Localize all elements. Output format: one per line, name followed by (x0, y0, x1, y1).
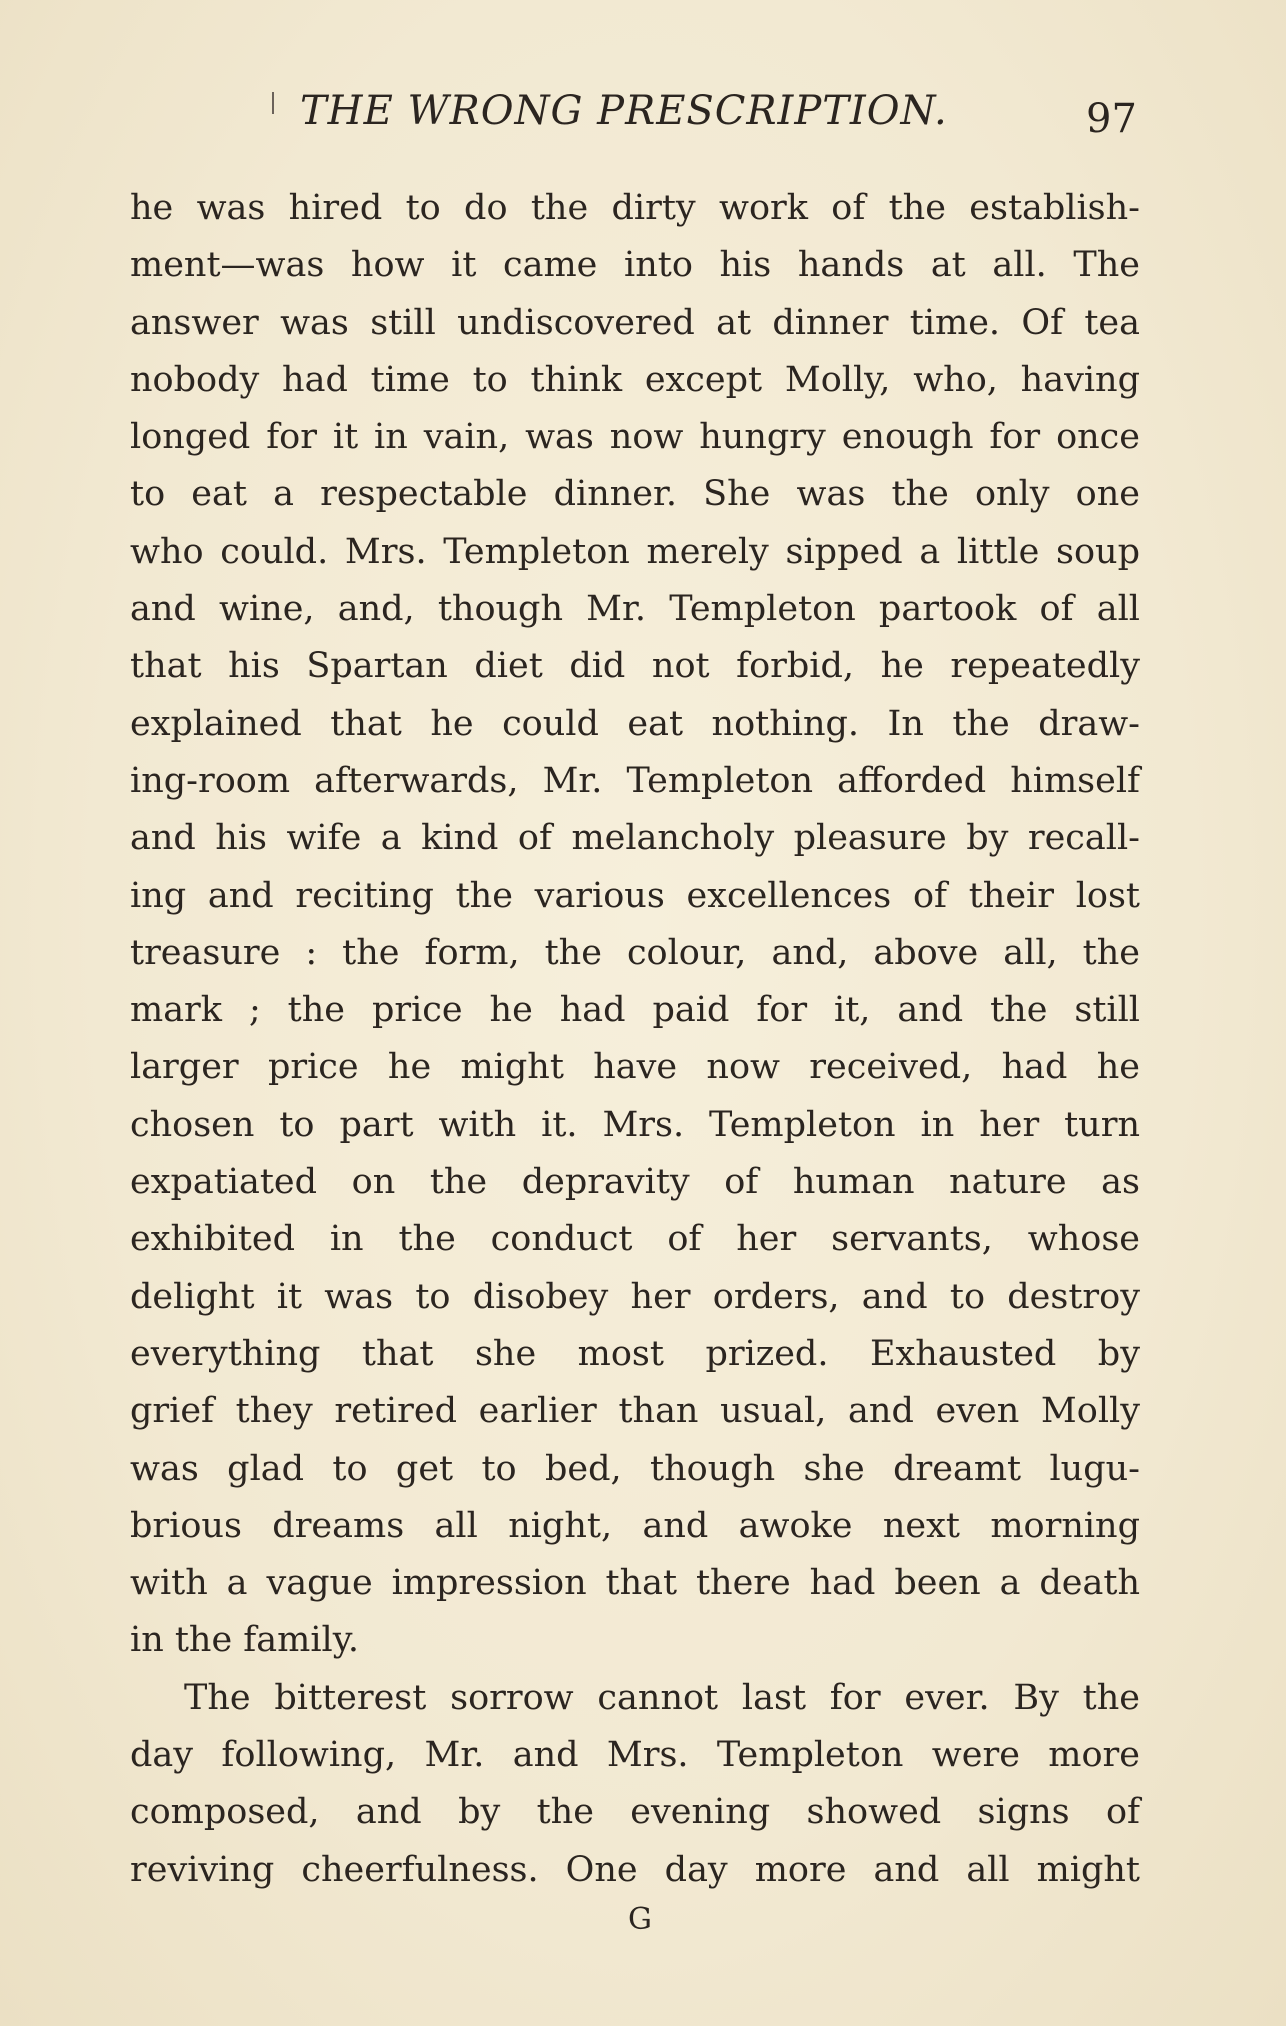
text-line: everything that she most prized. Exhausted by (130, 1333, 1140, 1374)
text-line: who could. Mrs. Templeton merely sipped a little soup (130, 531, 1140, 572)
text-line: with a vague impression that there had been a death (130, 1563, 1140, 1604)
body-text (130, 180, 1140, 1899)
text-line: to eat a respectable dinner. She was the only one (130, 474, 1140, 515)
text-line: brious dreams all night, and awoke next morning (130, 1505, 1140, 1546)
running-title: THE WRONG PRESCRIPTION. (300, 88, 948, 134)
signature-mark: G (628, 1902, 652, 1937)
text-line: treasure : the form, the colour, and, above all, the (130, 932, 1140, 973)
text-line-paragraph-start: The bitterest sorrow cannot last for ever. By the (184, 1677, 1140, 1718)
text-line: answer was still undiscovered at dinner time. Of tea (130, 302, 1140, 343)
text-line: reviving cheerfulness. One day more and all might (130, 1849, 1140, 1890)
text-line: explained that he could eat nothing. In the draw- (130, 703, 1140, 744)
text-line: and his wife a kind of melancholy pleasure by recall- (130, 818, 1140, 859)
page-number: 97 (1086, 96, 1137, 142)
text-line: chosen to part with it. Mrs. Templeton in her turn (130, 1104, 1140, 1145)
text-line: expatiated on the depravity of human nature as (130, 1162, 1140, 1203)
printer-mark (272, 92, 274, 114)
text-line: grief they retired earlier than usual, and even Molly (130, 1391, 1140, 1432)
text-line: exhibited in the conduct of her servants, whose (130, 1219, 1140, 1260)
text-line: ment—was how it came into his hands at all. The (130, 245, 1140, 286)
text-line: nobody had time to think except Molly, who, having (130, 359, 1140, 400)
text-line: ing and reciting the various excellences of their lost (130, 875, 1140, 916)
text-line: was glad to get to bed, though she dreamt lugu- (130, 1448, 1140, 1489)
text-line: he was hired to do the dirty work of the establish- (130, 188, 1140, 228)
text-line: delight it was to disobey her orders, and to destroy (130, 1276, 1140, 1317)
text-line: longed for it in vain, was now hungry enough for once (130, 417, 1140, 458)
text-line: ing-room afterwards, Mr. Templeton afforded himself (130, 760, 1140, 801)
text-line: composed, and by the evening showed signs of (130, 1792, 1140, 1833)
text-line-paragraph-end: in the family. (130, 1620, 359, 1661)
text-line: and wine, and, though Mr. Templeton partook of all (130, 589, 1140, 630)
text-line: larger price he might have now received, had he (130, 1047, 1140, 1088)
text-line: that his Spartan diet did not forbid, he repeatedly (130, 646, 1140, 687)
text-line: mark ; the price he had paid for it, and the still (130, 990, 1140, 1031)
text-line: day following, Mr. and Mrs. Templeton were more (130, 1735, 1140, 1776)
